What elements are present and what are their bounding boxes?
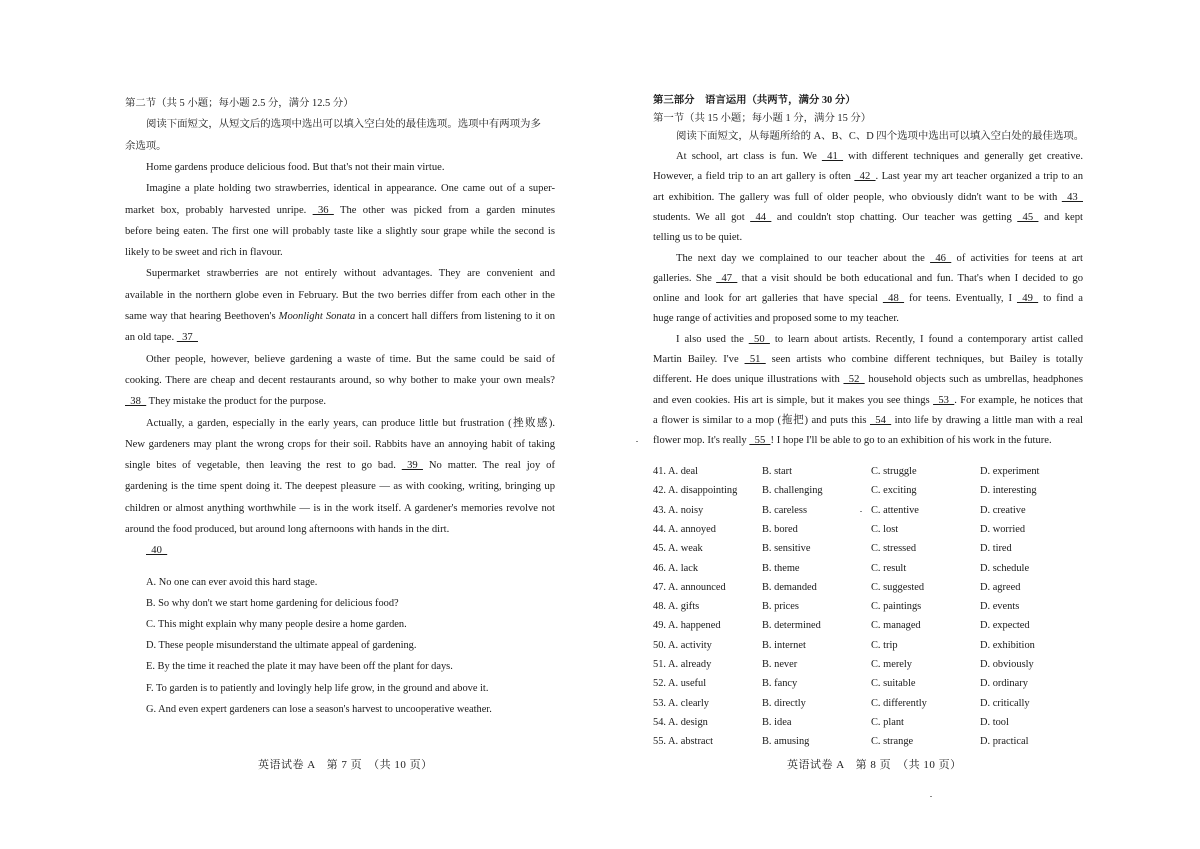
option-a: 54. A. design [653,716,708,728]
option-d: D. events [980,601,1020,613]
cloze-paragraph-3-line: flower mop. It's really 55 ! I hope I'll be able to go to an exhibition of his work in the future. [653,435,1052,447]
option-b: B. bored [762,523,798,535]
option-row [653,619,1083,633]
cloze-paragraph-2-line: galleries. She 47 that a visit should be both educational and fun. That's when I decided to go [653,272,1083,284]
cloze-paragraph-1-line: However, a field trip to an art gallery is often 42 . Last year my art teacher organized a trip to an [653,171,1083,183]
option-a: 49. A. happened [653,620,721,632]
left-page-footer: 英语试卷 A 第 7 页 （共 10 页） [258,759,433,771]
option-row [653,658,1083,672]
blank-53: 53 [933,394,955,406]
option-row [653,504,1083,518]
option-d: D. agreed [980,581,1021,593]
option-a: 45. A. weak [653,543,703,555]
blank-42: 42 [854,171,876,183]
option-row [653,581,1083,595]
option-b: B. prices [762,601,799,613]
paragraph-5-line: single bites of vegetable, then leaving the rest to go bad. 39 No matter. The real joy of [125,460,555,472]
option-row [653,465,1083,479]
paragraph-3-line: same way that hearing Beethoven's Moonlight Sonata in a concert hall differs from listening to it on [125,311,555,322]
option-c: C. managed [871,620,921,632]
blank-52: 52 [843,374,865,386]
blank-51: 51 [744,354,766,365]
gap-fill-option: B. So why don't we start home gardening for delicious food? [146,598,399,609]
option-b: B. never [762,659,798,670]
cloze-paragraph-1-line: At school, art class is fun. We 41 with different techniques and generally get creative. [676,151,1083,162]
option-d: D. obviously [980,659,1034,670]
paragraph-3-line: Supermarket strawberries are not entirely without advantages. They are convenient and [146,268,555,280]
blank-37: 37 [176,332,198,344]
option-c: C. exciting [871,485,917,497]
blank-39: 39 [401,460,423,472]
option-c: C. trip [871,639,898,651]
paragraph-4-line: 38 They mistake the product for the purpose. [125,396,327,408]
option-a: 44. A. annoyed [653,523,716,535]
option-d: D. expected [980,620,1030,632]
option-b: B. idea [762,716,792,728]
cloze-paragraph-3-line: Martin Bailey. I've 51 seen artists who combine different techniques, but Bailey is totally [653,354,1084,365]
option-a: 53. A. clearly [653,697,709,709]
cloze-paragraph-1-line: telling us to be quiet. [653,232,743,244]
option-row [653,639,1083,653]
option-b: B. internet [762,639,806,651]
blank-41: 41 [821,151,844,162]
cloze-paragraph-3-line: a flower is similar to a mop (拖把) and puts this 54 into life by drawing a little man with a real [653,414,1083,426]
blank-50: 50 [748,333,770,345]
gap-fill-option: A. No one can ever avoid this hard stage. [146,577,318,588]
option-a: 42. A. disappointing [653,485,738,497]
option-c: C. stressed [871,543,917,555]
paragraph-5-line: New gardeners may plant the wrong crops for their soil. Rabbits have an annoying habit of taking [125,438,555,450]
paragraph-3-line: available in the northern globe even in February. But the two berries differ from each other in the [125,289,555,301]
instructions-line: 余选项。 [125,140,167,152]
option-d: D. creative [980,504,1026,516]
blank-55: 55 [749,435,771,447]
paragraph-4-line: Other people, however, believe gardening a waste of time. But the same could be said of [146,353,555,365]
option-a: 51. A. already [653,659,712,670]
cloze-paragraph-2-line: online and look for art galleries that have special 48 for teens. Eventually, I 49 to find a [653,293,1084,305]
option-b: B. start [762,466,793,477]
instructions-line: 阅读下面短文，从每题所给的 A、B、C、D 四个选项中选出可以填入空白处的最佳选项。 [676,131,1085,142]
right-page-footer: 英语试卷 A 第 8 页 （共 10 页） [787,759,962,771]
option-a: 48. A. gifts [653,601,700,613]
paragraph-2-line: before being eaten. The first one will probably taste like a slightly sour grape while the second is [125,225,555,237]
paragraph-2-line: market box, probably harvested unripe. 36 The other was picked from a garden minutes [125,204,556,216]
option-c: C. attentive [871,504,919,516]
section-header: 第一节（共 15 小题；每小题 1 分，满分 15 分） [653,113,872,124]
option-a: 55. A. abstract [653,736,714,748]
option-b: B. determined [762,620,821,632]
option-a: 46. A. lack [653,562,699,574]
option-c: C. differently [871,697,927,709]
option-d: D. critically [980,697,1030,709]
option-c: C. paintings [871,601,922,613]
scan-speck [930,796,932,797]
instructions-line: 阅读下面短文，从短文后的选项中选出可以填入空白处的最佳选项。选项中有两项为多 [146,119,541,131]
cloze-paragraph-3-line: and even cookies. His art is simple, but it makes you see things 53 . For example, he notices that [653,394,1083,406]
gap-fill-option: F. To garden is to patiently and lovingly help life grow, in the ground and above it. [146,683,489,694]
cloze-paragraph-1-line: students. We all got 44 and couldn't stop chatting. Our teacher was getting 45 and kept [653,211,1083,223]
paragraph-2-line: likely to be sweet and rich in flavour. [125,247,283,259]
option-row [653,523,1083,537]
option-a: 50. A. activity [653,639,712,651]
gap-fill-option: E. By the time it reached the plate it may have been off the plant for days. [146,661,453,672]
paragraph-2-line: Imagine a plate holding two strawberries, identical in appearance. One came out of a super- [146,183,555,195]
paragraph-1-line: Home gardens produce delicious food. But that's not their main virtue. [146,161,445,173]
option-b: B. directly [762,697,806,709]
gap-fill-option: D. These people misunderstand the ultimate appeal of gardening. [146,640,417,651]
paragraph-3-line: an old tape. 37 [125,332,198,344]
blank-38: 38 [125,396,147,408]
option-a: 43. A. noisy [653,504,704,516]
option-row [653,735,1083,749]
blank-54: 54 [869,414,892,426]
option-row [653,677,1083,691]
option-b: B. challenging [762,485,823,497]
paragraph-5-line: gardening is the time spent doing it. The deepest pleasure — as with cooking, writing, bringing up [125,481,555,493]
cloze-paragraph-3-line: I also used the 50 to learn about artists. Recently, I found a contemporary artist called [676,333,1083,345]
option-b: B. demanded [762,581,817,593]
option-d: D. tool [980,716,1009,728]
option-b: B. fancy [762,678,798,690]
option-d: D. practical [980,736,1029,748]
option-d: D. worried [980,523,1026,535]
cloze-paragraph-2-line: huge range of activities and proposed some to my teacher. [653,313,899,325]
option-row [653,600,1083,614]
option-a: 47. A. announced [653,581,726,593]
scan-speck [636,441,638,442]
option-a: 52. A. useful [653,678,707,690]
cloze-paragraph-1-line: art exhibition. The gallery was full of older people, who obviously didn't want to be with 43 [653,191,1083,203]
option-c: C. result [871,562,907,574]
option-row [653,562,1083,576]
paragraph-5-line: children or almost anything worthwhile — is in the work itself. A gardener's memories revolve not [125,502,555,514]
option-d: D. exhibition [980,639,1035,651]
blank-44: 44 [750,211,772,223]
cloze-paragraph-2-line: The next day we complained to our teacher about the 46 of activities for teens at art [676,252,1083,264]
blank-43: 43 [1061,191,1083,203]
option-a: 41. A. deal [653,466,699,477]
blank-47: 47 [716,272,738,284]
option-d: D. tired [980,543,1012,555]
option-c: C. suggested [871,581,925,593]
work-title: Moonlight Sonata [278,311,356,322]
cloze-paragraph-3-line: different. He does unique illustrations with 52 household objects such as umbrellas, headphones [653,374,1083,386]
blank-45: 45 [1017,211,1039,223]
part-header: 第三部分 语言运用（共两节，满分 30 分） [653,95,856,106]
blank-49: 49 [1016,293,1039,305]
blank-40: 40 [146,545,168,557]
paragraph-4-line: cooking. There are cheap and decent restaurants around, so why bother to make your own meals? [125,374,555,386]
option-c: C. suitable [871,678,916,690]
option-row [653,542,1083,556]
option-b: B. sensitive [762,543,811,555]
option-d: D. interesting [980,485,1037,497]
option-c: C. struggle [871,466,917,477]
option-b: B. careless [762,504,808,516]
blank-46: 46 [930,252,952,264]
option-d: D. schedule [980,562,1030,574]
option-row [653,484,1083,498]
paragraph-5-line: around the food produced, but around long afternoons with hands in the dirt. [125,524,450,535]
option-b: B. amusing [762,736,810,748]
scan-speck [860,511,862,512]
paragraph-5-line: Actually, a garden, especially in the early years, can produce little but frustration (挫败感). [146,417,555,429]
section-header: 第二节（共 5 小题；每小题 2.5 分，满分 12.5 分） [125,98,354,109]
option-b: B. theme [762,562,800,574]
blank-36: 36 [312,204,334,216]
blank-40-line [146,544,555,558]
option-row [653,697,1083,711]
blank-48: 48 [882,293,905,305]
option-c: C. merely [871,659,912,670]
option-d: D. experiment [980,466,1040,477]
option-c: C. strange [871,736,914,748]
option-c: C. plant [871,716,904,728]
option-row [653,716,1083,730]
gap-fill-option: G. And even expert gardeners can lose a season's harvest to uncooperative weather. [146,704,492,715]
gap-fill-option: C. This might explain why many people desire a home garden. [146,619,407,630]
option-d: D. ordinary [980,678,1028,690]
option-c: C. lost [871,523,899,535]
